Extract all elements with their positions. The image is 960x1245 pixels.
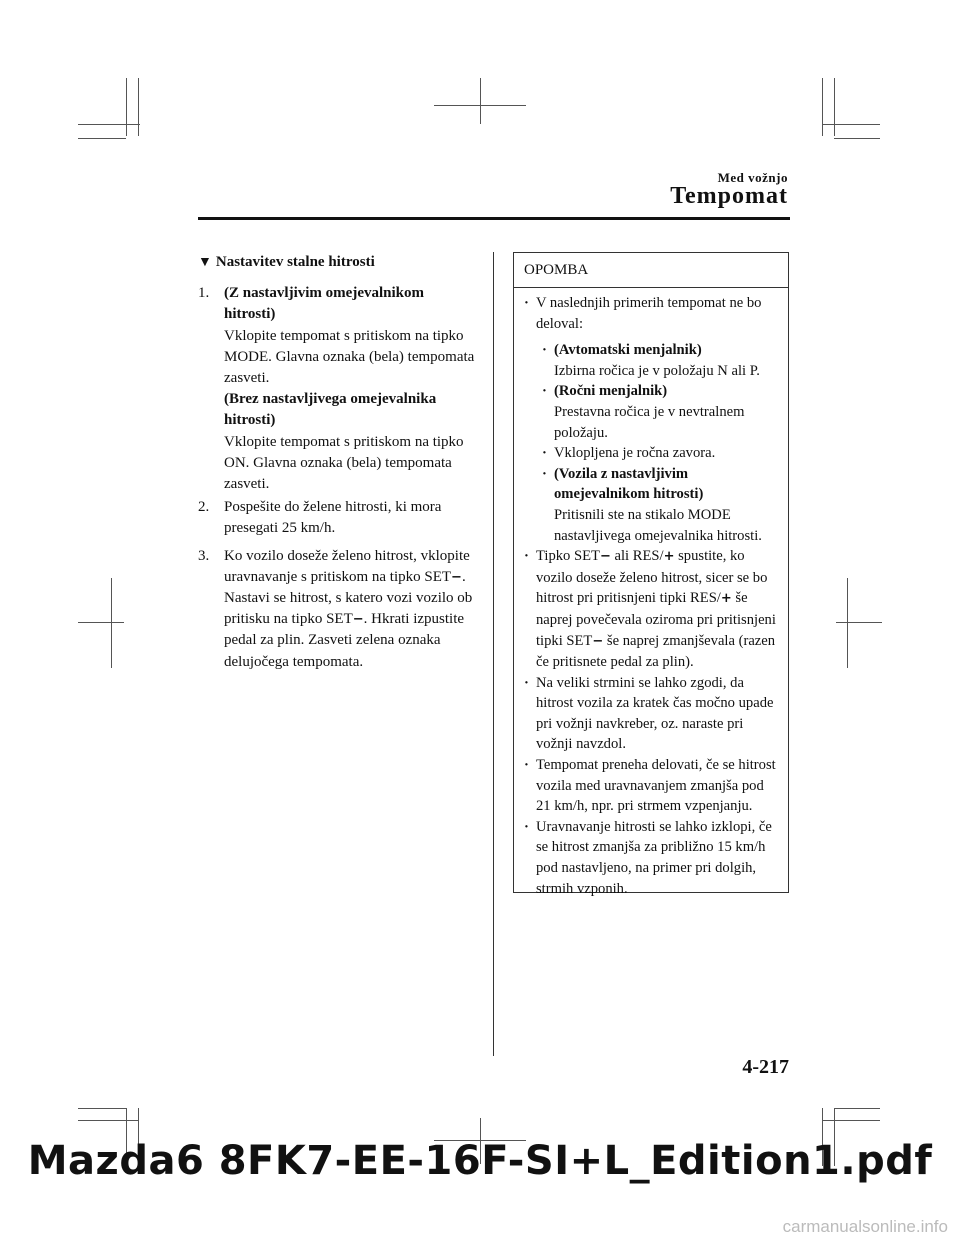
minus-icon: − <box>599 549 611 565</box>
step-3-text-c: . Hkrati izpustite pedal za plin. Zasveti zelena oznaka delujočega tempomata. <box>224 611 465 670</box>
note-case <box>540 443 780 464</box>
section-heading-text: Nastavitev stalne hitrosti <box>215 254 375 270</box>
note-heading: OPOMBA <box>514 253 788 288</box>
note-case-text: Vklopljena je ročna zavora. <box>554 445 716 462</box>
watermark: carmanualsonline.info <box>782 1217 948 1236</box>
plus-icon: + <box>720 591 732 607</box>
left-column <box>198 252 478 675</box>
note-case-title: (Ročni menjalnik) <box>554 383 668 400</box>
bullet-icon: · <box>524 757 529 774</box>
minus-icon: − <box>592 633 604 649</box>
section-label: Med vožnjo <box>717 170 788 185</box>
note-b2-a: Tipko SET <box>536 548 600 565</box>
bullet-icon: · <box>542 465 547 482</box>
step-3 <box>198 546 478 673</box>
bullet-icon: · <box>542 445 547 462</box>
note-case <box>540 381 780 443</box>
bullet-icon: · <box>524 548 529 565</box>
note-case-text: Pritisnili ste na stikalo MODE nastavljivega omejevalnika hitrosti. <box>554 506 762 544</box>
plus-icon: + <box>663 549 675 565</box>
note-intro: V naslednjih primerih tempomat ne bo deloval: <box>536 295 762 332</box>
note-case <box>540 340 780 381</box>
header-rule <box>198 217 790 220</box>
section-heading <box>198 252 478 273</box>
step-3-text-a: Ko vozilo doseže želeno hitrost, vklopite uravnavanje s pritiskom na tipko SET <box>224 547 470 585</box>
note-case-text: Prestavna ročica je v nevtralnem položaju. <box>554 403 745 441</box>
note-case-list <box>540 340 780 546</box>
bullet-icon: · <box>542 342 547 359</box>
step-number: 2. <box>198 499 210 516</box>
note-case <box>540 464 780 546</box>
note-b2-e: še naprej zmanjševala (razen če pritisnete pedal za plin). <box>536 632 776 671</box>
note-bullet <box>522 293 780 334</box>
triangle-icon: ▼ <box>198 255 212 270</box>
step-number: 1. <box>198 285 210 302</box>
step-3-text-b: . Nastavi se hitrost, s katero vozi vozilo ob pritisku na tipko SET <box>224 568 473 628</box>
note-bullet <box>522 673 780 755</box>
page-title: Tempomat <box>670 183 788 209</box>
step-1-condition-a: (Z nastavljivim omejevalnikom hitrosti) <box>224 285 424 323</box>
page-number: 4-217 <box>742 1056 789 1078</box>
bullet-icon: · <box>524 674 529 691</box>
note-b2-d: še naprej povečevala oziroma pri pritisnjeni tipki SET <box>536 590 776 649</box>
note-case-title: (Avtomatski menjalnik) <box>554 342 702 359</box>
bullet-icon: · <box>524 295 529 311</box>
note-case-title: (Vozila z nastavljivim omejevalnikom hitrosti) <box>554 465 704 503</box>
note-bullet <box>522 755 780 817</box>
note-bullet <box>522 546 780 673</box>
bullet-icon: · <box>524 818 529 835</box>
step-number: 3. <box>198 547 210 564</box>
footer-filename: Mazda6 8FK7-EE-16F-SI+L_Edition1.pdf <box>27 1138 933 1184</box>
bullet-icon: · <box>542 383 547 400</box>
note-bullet <box>522 817 780 899</box>
note-box <box>513 252 789 897</box>
step-1-text-b: Vklopite tempomat s pritiskom na tipko ON. Glavna oznaka (bela) tempomata zasveti. <box>224 433 464 493</box>
note-b2-b: ali RES/ <box>610 548 664 565</box>
note-bullet-text: Na veliki strmini se lahko zgodi, da hitrost vozila za kratek čas močno upade pri vožnji navkreber, oz. naraste pri vožnji navzdol. <box>536 674 774 753</box>
step-2-text: Pospešite do želene hitrosti, ki mora presegati 25 km/h. <box>224 499 442 537</box>
note-bullet-text: Uravnavanje hitrosti se lahko izklopi, če se hitrost zmanjša za približno 15 km/h pod nastavljeno, na primer pri dolgih, strmih vzponih. <box>536 818 772 897</box>
step-1-condition-b: (Brez nastavljivega omejevalnika hitrosti) <box>224 391 437 429</box>
step-1-text-a: Vklopite tempomat s pritiskom na tipko MODE. Glavna oznaka (bela) tempomata zasveti. <box>224 327 475 387</box>
minus-icon: − <box>352 612 364 628</box>
step-1 <box>198 283 478 495</box>
note-case-text: Izbirna ročica je v položaju N ali P. <box>554 362 760 379</box>
column-divider <box>493 252 494 1056</box>
minus-icon: − <box>451 569 462 585</box>
note-bullet-text: Tempomat preneha delovati, če se hitrost vozila med uravnavanjem zmanjša pod 21 km/h, npr. pri strmem vzpenjanju. <box>536 757 776 815</box>
note-body <box>514 288 788 899</box>
step-2 <box>198 497 478 539</box>
note-b2-c: spustite, ko vozilo doseže želeno hitrost, sicer se bo hitrost pri pritisnjeni tipki RES/ <box>536 548 768 607</box>
